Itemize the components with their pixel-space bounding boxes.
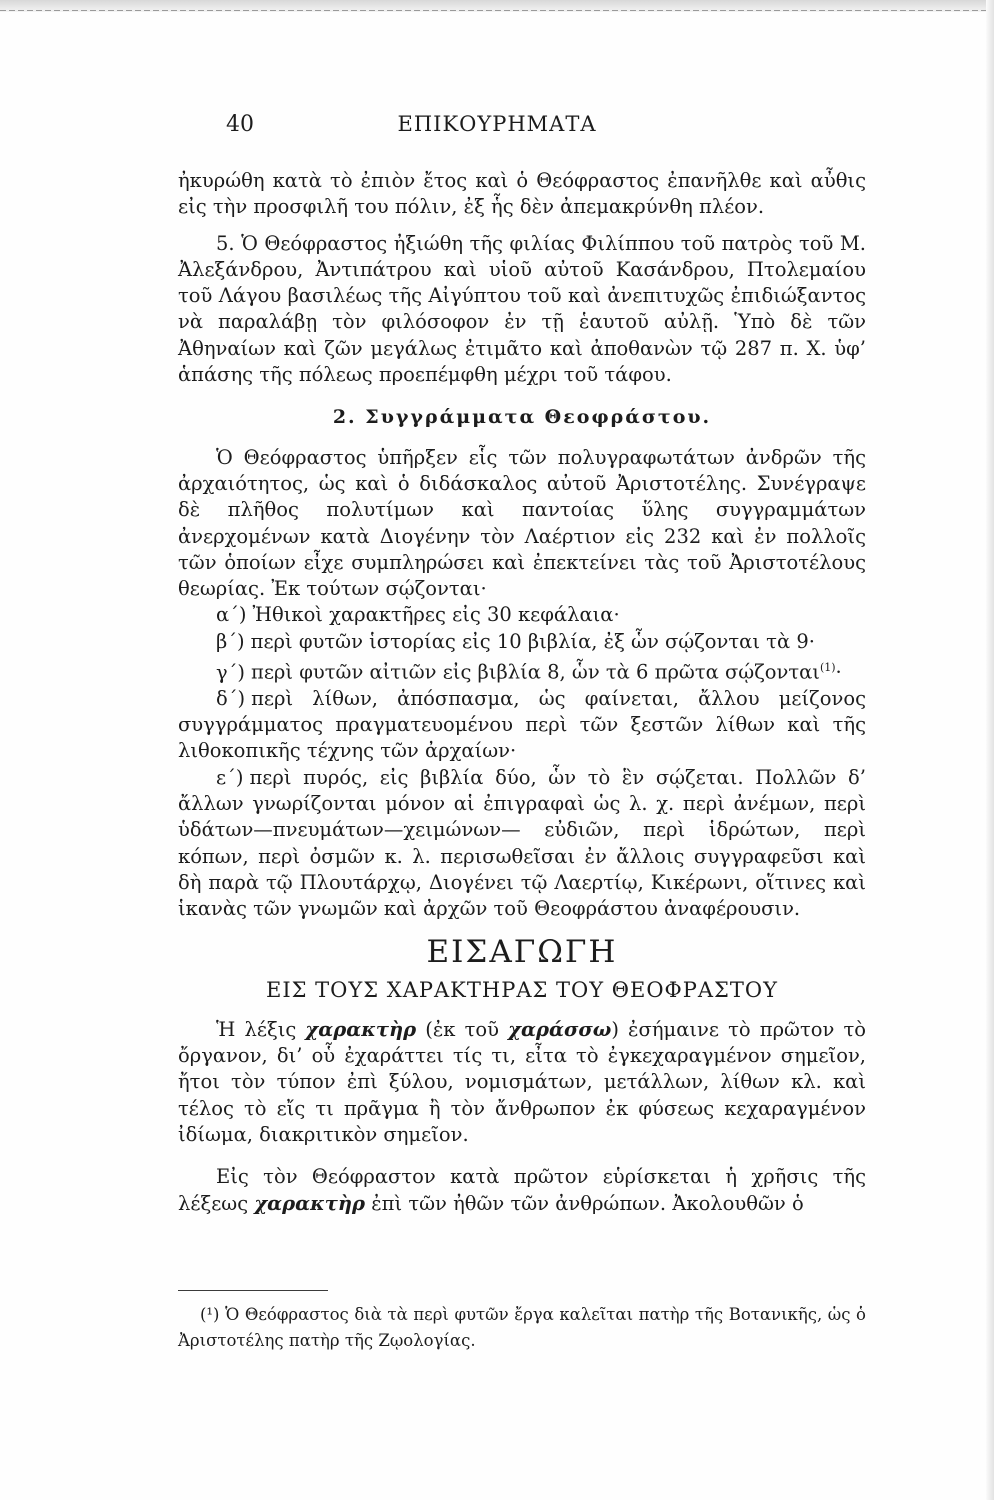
intro-paragraph-1: Ἡ λέξις χαρακτὴρ (ἐκ τοῦ χαράσσω) ἐσήμαινε τὸ πρῶτον τὸ ὄργανον, δι’ οὗ ἐχαράττει τίς τι, εἶτα τὸ ἐγκεχαραγμένον σημεῖον, ἤτοι τὸν τύπον ἐπὶ ξύλου, νομισμάτων, μετάλλων, λίθων κλ. καὶ τέλος τὸ εἴς τι πρᾶγμα ἢ τὸν ἄνθρωπον ἐκ φύσεως κεχαραγμένον ἰδίωμα, διακριτικὸν σημεῖον. <box>178 1017 867 1146</box>
list-item <box>178 686 866 765</box>
list-item-label: ε΄) <box>216 765 244 789</box>
page-header <box>0 112 994 148</box>
footnote-divider <box>178 1290 328 1291</box>
section-heading: 2. Συγγράμματα Θεοφράστου. <box>332 406 712 429</box>
keyword: χαρακτὴρ <box>305 1017 417 1041</box>
list-item-text: περὶ πυρός, εἰς βιβλία δύο, ὧν τὸ ἓν σῴζεται. Πολλῶν δ’ ἄλλων γνωρίζονται μόνον αἱ ἐπιγραφαὶ ὡς λ. χ. περὶ ἀνέμων, περὶ ὑδάτων—πνευμάτων—χειμώνων— εὐδιῶν, περὶ ἱδρώτων, περὶ κόπων, περὶ ὀσμῶν κ. λ. περισωθεῖσαι ἐν ἄλλοις συγγραφεῦσι καὶ δὴ παρὰ τῷ Πλουτάρχῳ, Διογένει τῷ Λαερτίῳ, Κικέρωνι, οἵτινες καὶ ἱκανὰς τῶν γνωμῶν καὶ ἀρχῶν τοῦ Θεοφράστου ἀναφέρουσιν. <box>178 765 866 921</box>
page-right-edge <box>986 0 994 1500</box>
keyword: χαρακτὴρ <box>254 1191 366 1215</box>
list-item <box>178 655 866 686</box>
list-item-label: β΄) <box>216 629 245 653</box>
footnote-reference: (1) <box>819 661 836 675</box>
footnote <box>178 1302 866 1354</box>
intro-subtitle: ΕΙΣ ΤΟΥΣ ΧΑΡΑΚΤΗΡΑΣ ΤΟΥ ΘΕΟΦΡΑΣΤΟΥ <box>266 977 778 1002</box>
paragraph-continuation: ἠκυρώθη κατὰ τὸ ἐπιὸν ἔτος καὶ ὁ Θεόφραστος ἐπανῆλθε καὶ αὖθις εἰς τὴν προσφιλῆ του πόλιν, ἐξ ἧς δὲν ἀπεμακρύνθη πλέον. <box>178 169 866 219</box>
running-title: ΕΠΙΚΟΥΡΗΜΑΤΑ <box>397 112 597 136</box>
list-item-tail: · <box>835 660 842 684</box>
list-item-label: α΄) <box>216 603 247 627</box>
list-item <box>178 602 866 628</box>
paragraph-5: 5. Ὁ Θεόφραστος ἠξιώθη τῆς φιλίας Φιλίππου τοῦ πατρὸς τοῦ Μ. Ἀλεξάνδρου, Ἀντιπάτρου καὶ υἱοῦ αὐτοῦ Κασάνδρου, Πτολεμαίου τοῦ Λάγου βασιλέως τῆς Αἰγύπτου τοῦ καὶ ἀνεπιτυχῶς ἐπιδιώξαντος νὰ παραλάβῃ τὸν φιλόσοφον ἐν τῇ ἑαυτοῦ αὐλῇ. Ὑπὸ δὲ τῶν Ἀθηναίων καὶ ζῶν μεγάλως ἐτιμᾶτο καὶ ἀποθανὼν τῷ 287 π. Χ. ὑφ’ ἁπάσης τῆς πόλεως προεπέμφθη μέχρι τοῦ τάφου. <box>178 231 866 387</box>
list-item-text: περὶ λίθων, ἀπόσπασμα, ὡς φαίνεται, ἄλλου μείζονος συγγράμματος πραγματευομένου περὶ τῶν ξεστῶν λίθων καὶ τῆς λιθοκοπικῆς τέχνης τῶν ἀρχαίων· <box>178 686 866 763</box>
paragraph-works-intro: Ὁ Θεόφραστος ὑπῆρξεν εἷς τῶν πολυγραφωτάτων ἀνδρῶν τῆς ἀρχαιότητος, ὡς καὶ ὁ διδάσκαλος αὐτοῦ Ἀριστοτέλης. Συνέγραψε δὲ πλῆθος πολυτίμων καὶ παντοίας ὕλης συγγραμμάτων ἀνερχομένων κατὰ Διογένην τὸν Λαέρτιον εἰς 232 καὶ ἐν πολλοῖς τῶν ὁποίων εἶχε συμπληρώσει καὶ ἐπεκτείνει τὰς τοῦ Ἀριστοτέλους θεωρίας. Ἐκ τούτων σῴζονται· <box>178 445 866 601</box>
intro-paragraph-2: Εἰς τὸν Θεόφραστον κατὰ πρῶτον εὑρίσκεται ἡ χρῆσις τῆς λέξεως χαρακτὴρ ἐπὶ τῶν ἠθῶν τῶν ἀνθρώπων. Ἀκολουθῶν ὁ <box>178 1165 866 1215</box>
list-item-label: γ΄) <box>216 660 246 684</box>
page-body <box>178 168 866 1217</box>
list-item-text: Ἠθικοὶ χαρακτῆρες εἰς 30 κεφάλαια· <box>252 603 620 627</box>
footnote-text: Ὁ Θεόφραστος διὰ τὰ περὶ φυτῶν ἔργα καλεῖται πατὴρ τῆς Βοτανικῆς, ὡς ὁ Ἀριστοτέλης πατὴρ τῆς Ζῳολογίας. <box>178 1305 866 1350</box>
intro-title: ΕΙΣΑΓΩΓΗ <box>426 933 618 970</box>
list-item-text: περὶ φυτῶν αἰτιῶν εἰς βιβλία 8, ὧν τὰ 6 πρῶτα σῴζονται <box>251 660 820 684</box>
list-item <box>178 629 866 655</box>
keyword: χαράσσω <box>508 1017 612 1041</box>
footnote-marker: (¹) <box>200 1305 220 1324</box>
list-item <box>178 765 866 923</box>
page-top-edge <box>0 0 994 12</box>
list-item-text: περὶ φυτῶν ἱστορίας εἰς 10 βιβλία, ἐξ ὧν σῴζονται τὰ 9· <box>250 629 815 653</box>
list-item-label: δ΄) <box>216 686 246 710</box>
page-number: 40 <box>226 112 254 137</box>
